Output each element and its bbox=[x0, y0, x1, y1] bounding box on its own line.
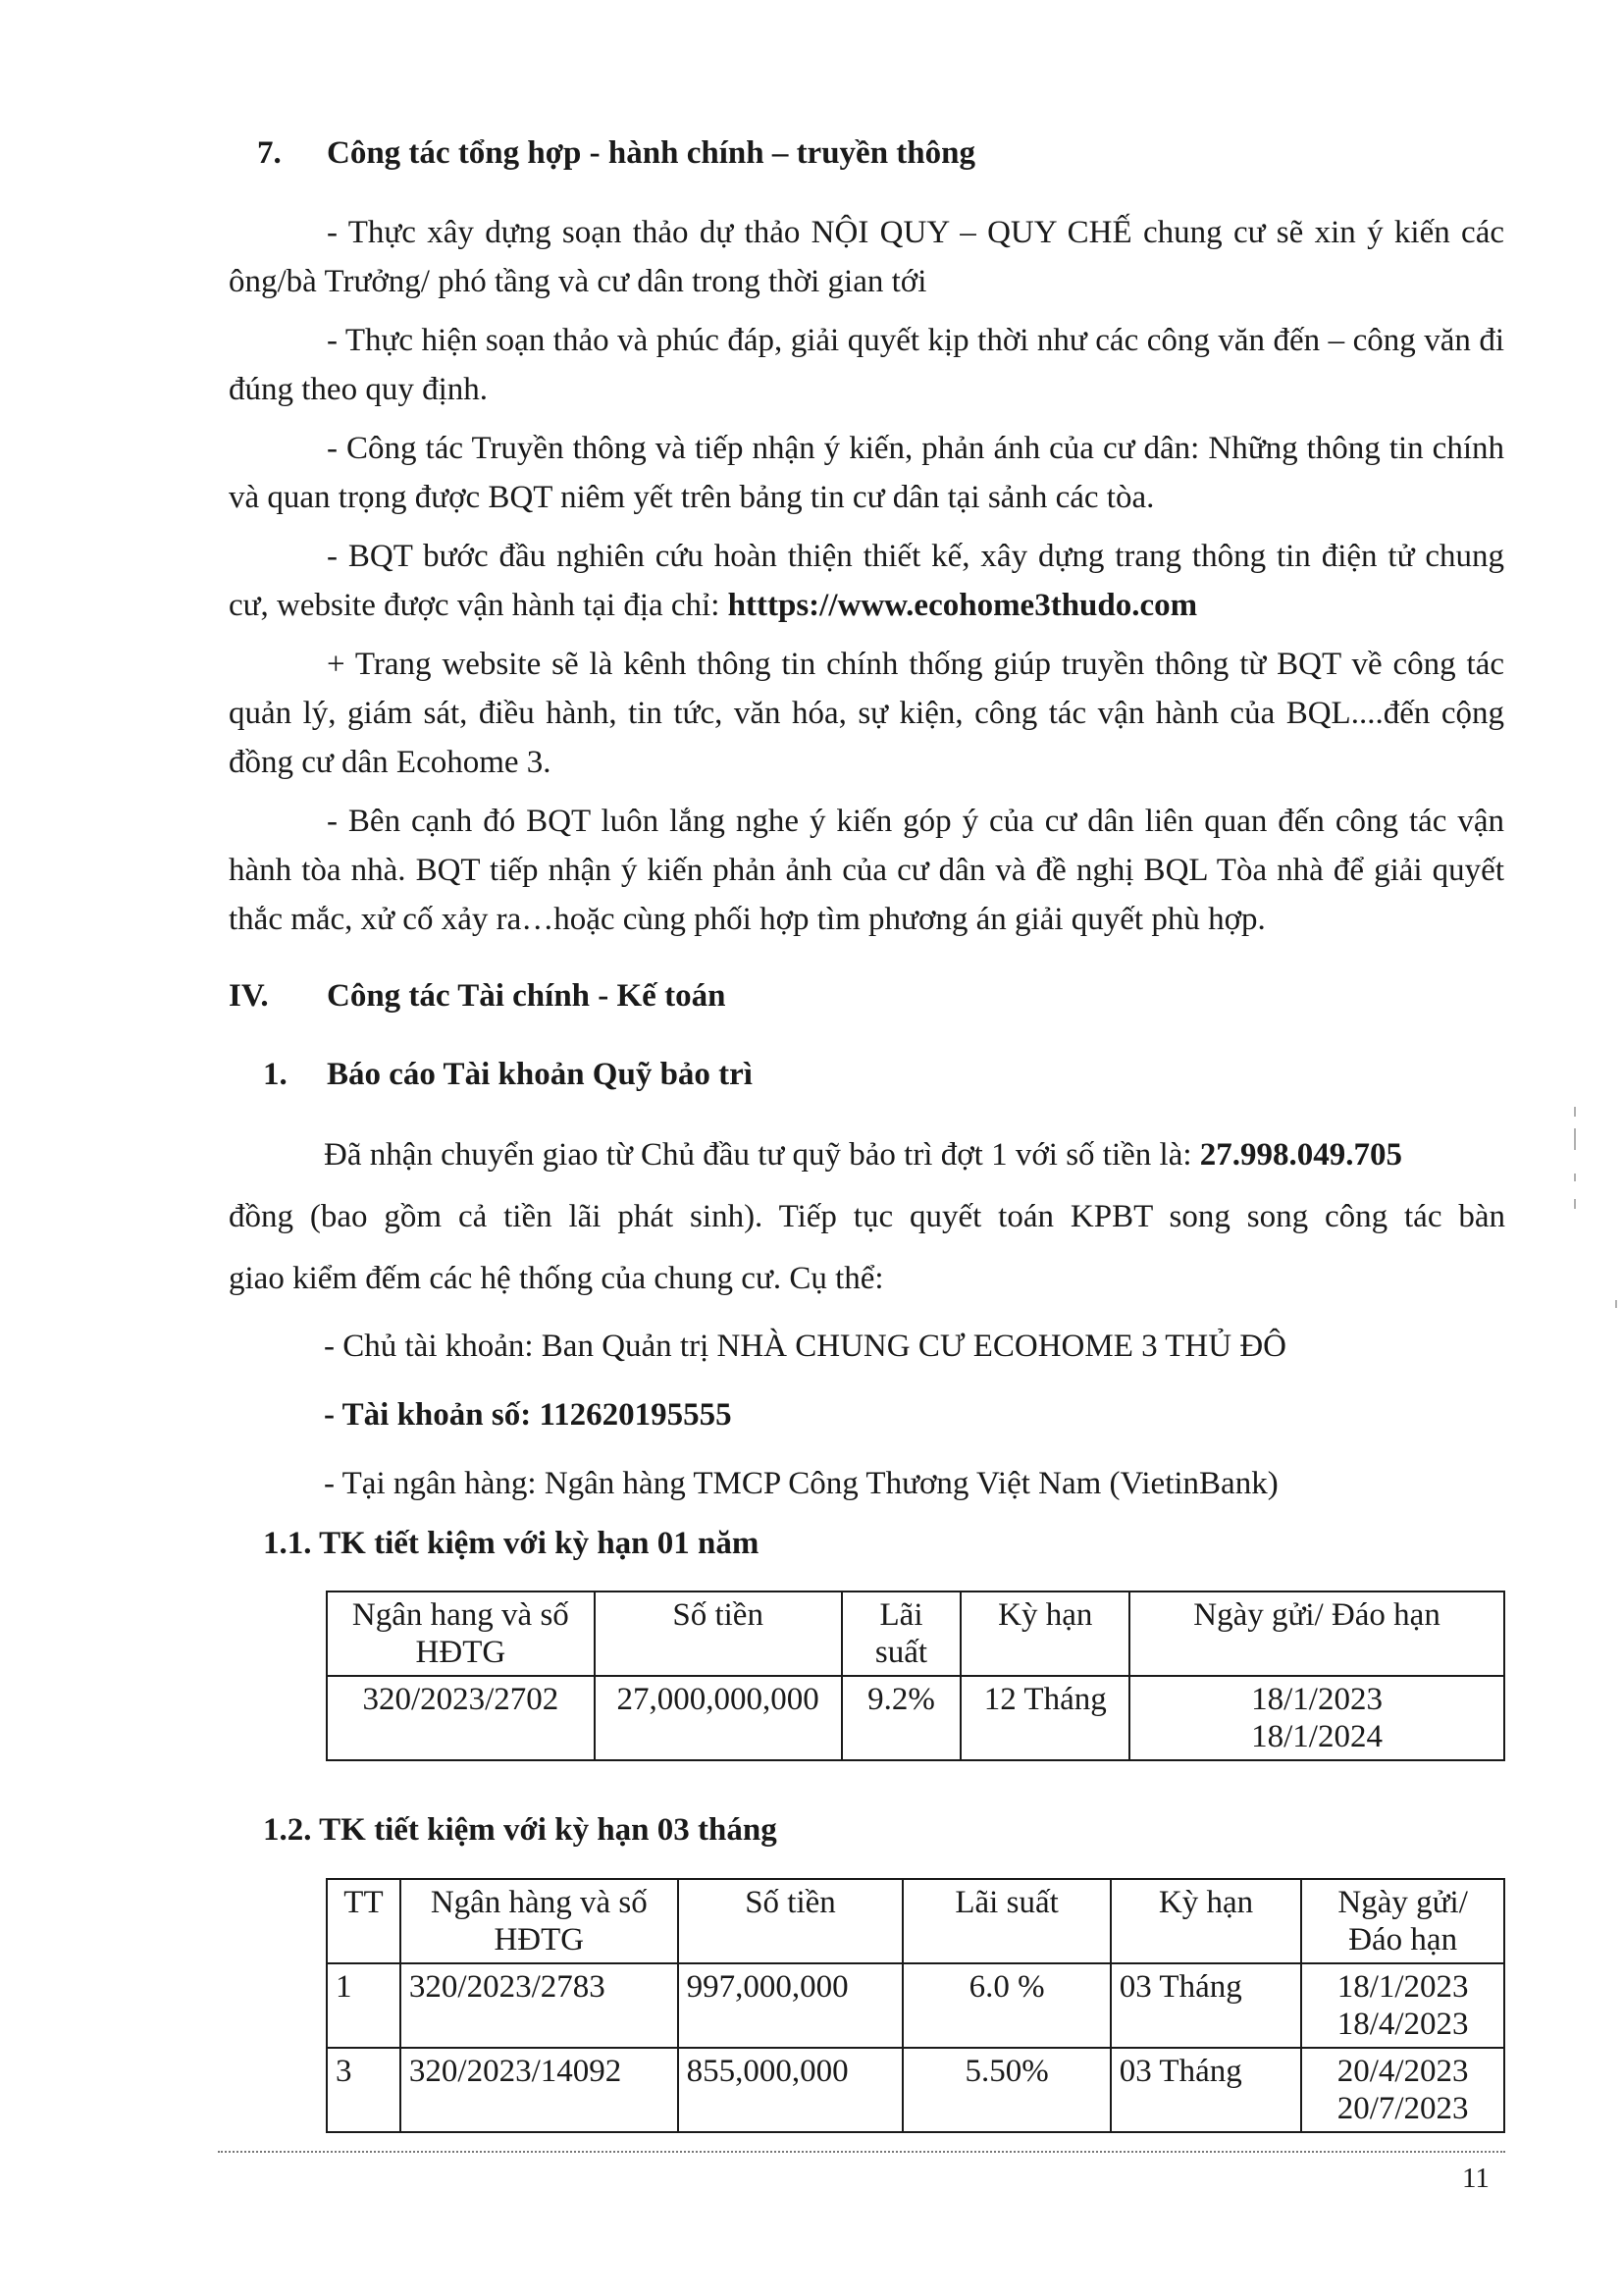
transfer-line-2: đồng (bao gồm cả tiền lãi phát sinh). Tiếp tục quyết toán KPBT song song công tác bàn bbox=[229, 1199, 1505, 1234]
table-header-cell: Ngân hàng và số HĐTG bbox=[400, 1879, 678, 1963]
account-bank: - Tại ngân hàng: Ngân hàng TMCP Công Thương Việt Nam (VietinBank) bbox=[324, 1466, 1279, 1501]
paragraph-truyen-thong: - Công tác Truyền thông và tiếp nhận ý kiến, phản ánh của cư dân: Những thông tin chính và quan trọng được BQT niêm yết trên bảng tin cư dân tại sảnh các tòa. bbox=[229, 431, 1504, 515]
table-cell: 6.0 % bbox=[903, 1963, 1110, 2048]
transfer-line-3: giao kiểm đếm các hệ thống của chung cư. Cụ thể: bbox=[229, 1261, 884, 1296]
scan-mark bbox=[1615, 1300, 1617, 1308]
table-header-cell: Ngân hang và số HĐTG bbox=[327, 1592, 595, 1676]
subsection-1-title: Báo cáo Tài khoản Quỹ bảo trì bbox=[327, 1057, 753, 1092]
account-number: - Tài khoản số: 112620195555 bbox=[324, 1397, 732, 1433]
section-iv-title: Công tác Tài chính - Kế toán bbox=[327, 978, 726, 1014]
table-cell: 997,000,000 bbox=[678, 1963, 904, 2048]
table-cell: 320/2023/14092 bbox=[400, 2048, 678, 2132]
deposit-date: 18/1/2023 bbox=[1336, 1969, 1469, 2005]
table-2-title: 1.2. TK tiết kiệm với kỳ hạn 03 tháng bbox=[263, 1812, 777, 1848]
footer-divider bbox=[218, 2151, 1505, 2153]
table-cell bbox=[1301, 2048, 1504, 2132]
paragraph-cong-van: - Thực hiện soạn thảo và phúc đáp, giải quyết kịp thời như các công văn đến – công văn đi đúng theo quy định. bbox=[229, 323, 1504, 407]
scan-mark bbox=[1574, 1199, 1576, 1209]
paragraph-kenh-thong-tin: + Trang website sẽ là kênh thông tin chính thống giúp truyền thông từ BQT về công tác quản lý, giám sát, điều hành, tin tức, văn hóa, sự kiện, công tác vận hành của BQL....đến cộng đồng cư dân Ecohome 3. bbox=[229, 647, 1504, 780]
table-cell: 1 bbox=[327, 1963, 400, 2048]
table-header-cell: Ngày gửi/ Đáo hạn bbox=[1129, 1592, 1504, 1676]
table-cell bbox=[1301, 1963, 1504, 2048]
table-header-cell: Số tiền bbox=[678, 1879, 904, 1963]
transfer-line-1: Đã nhận chuyển giao từ Chủ đầu tư quỹ bảo trì đợt 1 với số tiền là: 27.998.049.705 bbox=[324, 1137, 1403, 1173]
table-header-cell: Kỳ hạn bbox=[961, 1592, 1129, 1676]
table-row bbox=[327, 1676, 1504, 1760]
table-cell: 9.2% bbox=[842, 1676, 962, 1760]
table-cell: 3 bbox=[327, 2048, 400, 2132]
maturity-date: 20/7/2023 bbox=[1336, 2091, 1469, 2126]
account-owner: - Chủ tài khoản: Ban Quản trị NHÀ CHUNG CƯ ECOHOME 3 THỦ ĐÔ bbox=[324, 1329, 1287, 1364]
savings-table-3-month bbox=[326, 1878, 1505, 2133]
scan-mark bbox=[1574, 1107, 1576, 1117]
table-header-cell: Lãi suất bbox=[903, 1879, 1110, 1963]
table-header-cell: Số tiền bbox=[595, 1592, 842, 1676]
scan-mark bbox=[1574, 1174, 1576, 1181]
table-row bbox=[327, 2048, 1504, 2132]
scan-mark bbox=[1574, 1128, 1576, 1150]
maturity-date: 18/1/2024 bbox=[1251, 1719, 1383, 1754]
table-cell: 27,000,000,000 bbox=[595, 1676, 842, 1760]
table-cell: 320/2023/2783 bbox=[400, 1963, 678, 2048]
table-row bbox=[327, 1963, 1504, 2048]
table-header-cell: Ngày gửi/ Đáo hạn bbox=[1301, 1879, 1504, 1963]
table-cell: 5.50% bbox=[903, 2048, 1110, 2132]
table-1-title: 1.1. TK tiết kiệm với kỳ hạn 01 năm bbox=[263, 1526, 759, 1561]
deposit-date: 18/1/2023 bbox=[1251, 1682, 1383, 1717]
table-cell bbox=[1129, 1676, 1504, 1760]
savings-table-1-year bbox=[326, 1591, 1505, 1761]
section-7-number: 7. bbox=[257, 135, 282, 171]
subsection-1-number: 1. bbox=[263, 1057, 288, 1092]
website-url: htttps://www.ecohome3thudo.com bbox=[727, 588, 1198, 623]
table-header-row bbox=[327, 1592, 1504, 1676]
paragraph-website: - BQT bước đầu nghiên cứu hoàn thiện thiết kế, xây dựng trang thông tin điện tử chung cư, website được vận hành tại địa chỉ: htttps://www.ecohome3thudo.com bbox=[229, 539, 1504, 623]
table-header-cell: Lãi suất bbox=[842, 1592, 962, 1676]
deposit-date: 20/4/2023 bbox=[1336, 2054, 1469, 2089]
maturity-date: 18/4/2023 bbox=[1336, 2007, 1469, 2042]
transfer-amount: 27.998.049.705 bbox=[1199, 1137, 1403, 1173]
table-cell: 12 Tháng bbox=[961, 1676, 1129, 1760]
table-header-cell: TT bbox=[327, 1879, 400, 1963]
section-iv-number: IV. bbox=[229, 978, 269, 1014]
paragraph-ben-canh: - Bên cạnh đó BQT luôn lắng nghe ý kiến góp ý của cư dân liên quan đến công tác vận hành tòa nhà. BQT tiếp nhận ý kiến phản ảnh của cư dân và đề nghị BQL Tòa nhà để giải quyết thắc mắc, xử cố xảy ra…hoặc cùng phối hợp tìm phương án giải quyết phù hợp. bbox=[229, 804, 1504, 937]
section-7-title: Công tác tổng hợp - hành chính – truyền thông bbox=[327, 135, 975, 171]
table-cell: 03 Tháng bbox=[1111, 1963, 1301, 2048]
page-number: 11 bbox=[1462, 2163, 1490, 2194]
table-header-cell: Kỳ hạn bbox=[1111, 1879, 1301, 1963]
paragraph-noi-quy: - Thực xây dựng soạn thảo dự thảo NỘI QUY – QUY CHẾ chung cư sẽ xin ý kiến các ông/bà Trưởng/ phó tầng và cư dân trong thời gian tới bbox=[229, 215, 1504, 299]
table-header-row bbox=[327, 1879, 1504, 1963]
table-cell: 320/2023/2702 bbox=[327, 1676, 595, 1760]
table-cell: 03 Tháng bbox=[1111, 2048, 1301, 2132]
table-cell: 855,000,000 bbox=[678, 2048, 904, 2132]
